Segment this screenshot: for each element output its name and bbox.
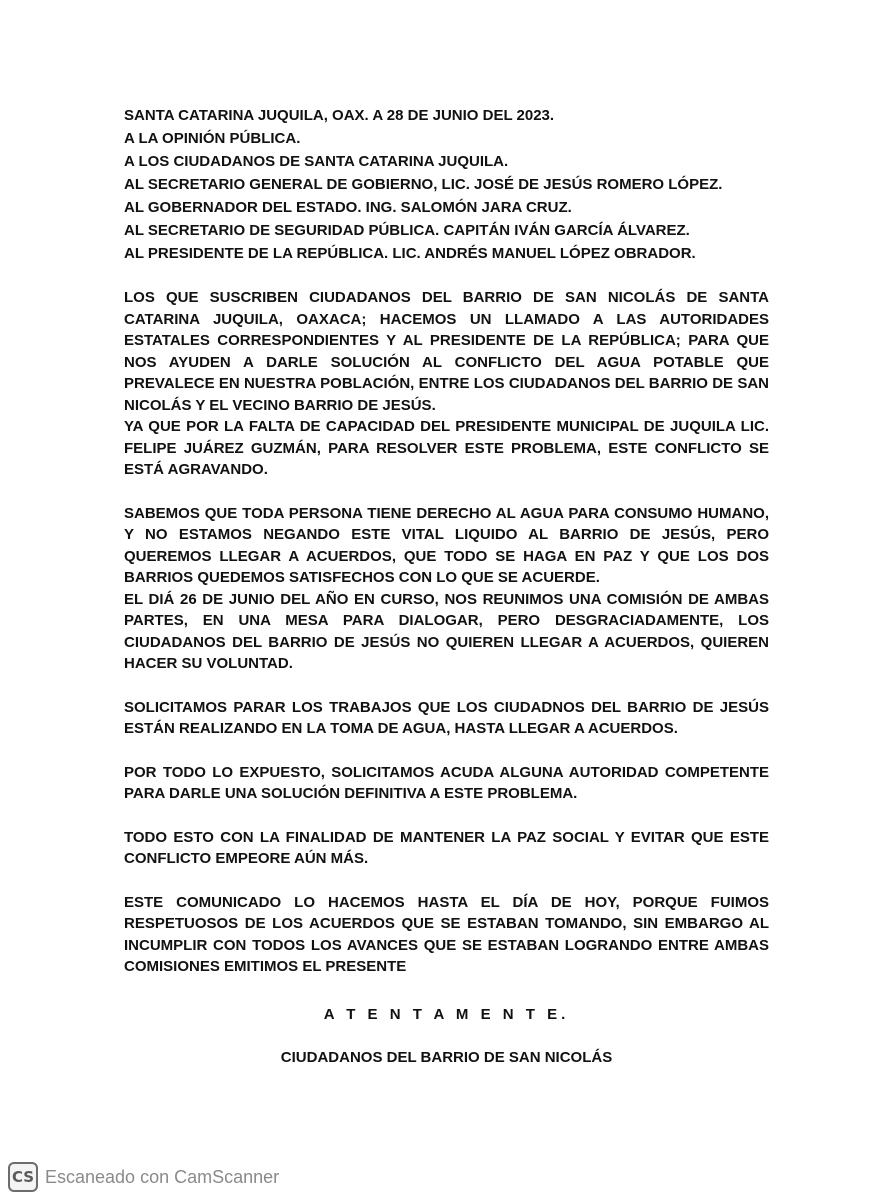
body-paragraph: POR TODO LO EXPUESTO, SOLICITAMOS ACUDA ALGUNA AUTORIDAD COMPETENTE PARA DARLE UNA SOLUCIÓN DEFINITIVA A ESTE PROBLEMA. (124, 763, 769, 802)
body-paragraph: SABEMOS QUE TODA PERSONA TIENE DERECHO AL AGUA PARA CONSUMO HUMANO, Y NO ESTAMOS NEGANDO ESTE VITAL LIQUIDO AL BARRIO DE JESÚS, PERO QUEREMOS LLEGAR A ACUERDOS, QUE TODO SE HAGA EN PAZ Y QUE LOS DOS BARRIOS QUEDEMOS SATISFECHOS CON LO QUE SE ACUERDE. (124, 504, 769, 586)
date-line: SANTA CATARINA JUQUILA, OAX. A 28 DE JUNIO DEL 2023. (124, 107, 555, 124)
document-page (124, 104, 769, 1066)
addressee-line: A LOS CIUDADANOS DE SANTA CATARINA JUQUILA. (124, 153, 509, 170)
camscanner-logo-icon: CS (8, 1162, 38, 1192)
addressee-line: AL GOBERNADOR DEL ESTADO. ING. SALOMÓN JARA CRUZ. (124, 199, 572, 216)
addressee-line: AL SECRETARIO DE SEGURIDAD PÚBLICA. CAPITÁN IVÁN GARCÍA ÁLVAREZ. (124, 222, 690, 239)
closing-atentamente: A T E N T A M E N T E. (323, 1005, 570, 1023)
scanner-watermark (8, 1160, 279, 1194)
body-paragraph: EL DIÁ 26 DE JUNIO DEL AÑO EN CURSO, NOS REUNIMOS UNA COMISIÓN DE AMBAS PARTES, EN UNA MESA PARA DIALOGAR, PERO DESGRACIADAMENTE, LOS CIUDADANOS DEL BARRIO DE JESÚS NO QUIEREN LLEGAR A ACUERDOS, QUIEREN HACER SU VOLUNTAD. (124, 590, 769, 672)
body-paragraph: SOLICITAMOS PARAR LOS TRABAJOS QUE LOS CIUDADNOS DEL BARRIO DE JESÚS ESTÁN REALIZANDO EN LA TOMA DE AGUA, HASTA LLEGAR A ACUERDOS. (124, 698, 769, 737)
addressee-line: A LA OPINIÓN PÚBLICA. (124, 130, 301, 147)
body-paragraph: LOS QUE SUSCRIBEN CIUDADANOS DEL BARRIO DE SAN NICOLÁS DE SANTA CATARINA JUQUILA, OAXACA; HACEMOS UN LLAMADO A LAS AUTORIDADES ESTATALES CORRESPONDIENTES Y AL PRESIDENTE DE LA REPÚBLICA; PARA QUE NOS AYUDEN A DARLE SOLUCIÓN AL CONFLICTO DEL AGUA POTABLE QUE PREVALECE EN NUESTRA POBLACIÓN, ENTRE LOS CIUDADANOS DEL BARRIO DE SAN NICOLÁS Y EL VECINO BARRIO DE JESÚS. (124, 289, 769, 414)
body-paragraph: ESTE COMUNICADO LO HACEMOS HASTA EL DÍA DE HOY, PORQUE FUIMOS RESPETUOSOS DE LOS ACUERDOS QUE SE ESTABAN TOMANDO, SIN EMBARGO AL INCUMPLIR CON TODOS LOS AVANCES QUE SE ESTABAN LOGRANDO ENTRE AMBAS COMISIONES EMITIMOS EL PRESENTE (124, 893, 769, 975)
body-paragraph: YA QUE POR LA FALTA DE CAPACIDAD DEL PRESIDENTE MUNICIPAL DE JUQUILA LIC. FELIPE JUÁREZ GUZMÁN, PARA RESOLVER ESTE PROBLEMA, ESTE CONFLICTO SE ESTÁ AGRAVANDO. (124, 418, 769, 478)
watermark-text: Escaneado con CamScanner (45, 1166, 280, 1187)
signature-line: CIUDADANOS DEL BARRIO DE SAN NICOLÁS (280, 1048, 613, 1066)
letter-header (124, 104, 769, 265)
addressee-line: AL SECRETARIO GENERAL DE GOBIERNO, LIC. JOSÉ DE JESÚS ROMERO LÓPEZ. (124, 176, 723, 193)
body-paragraph: TODO ESTO CON LA FINALIDAD DE MANTENER LA PAZ SOCIAL Y EVITAR QUE ESTE CONFLICTO EMPEORE AÚN MÁS. (124, 828, 769, 867)
addressee-line: AL PRESIDENTE DE LA REPÚBLICA. LIC. ANDRÉS MANUEL LÓPEZ OBRADOR. (124, 245, 696, 262)
